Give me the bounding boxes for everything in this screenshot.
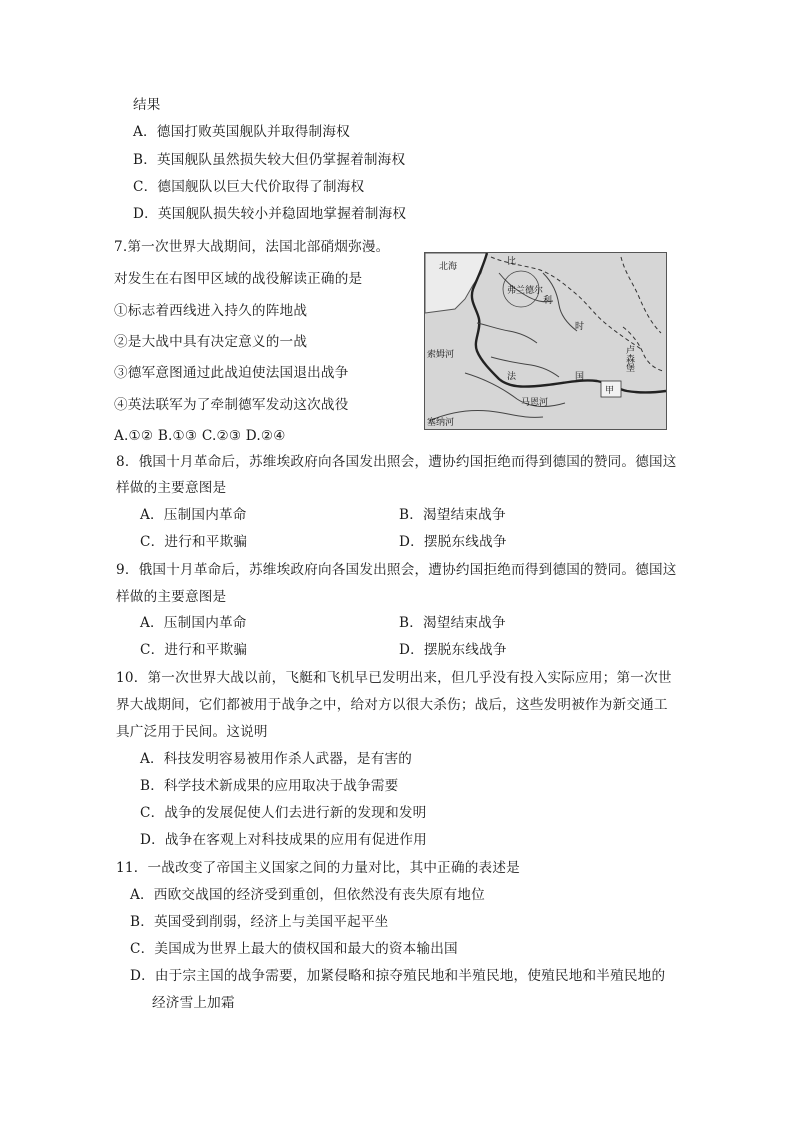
q7-statement-1: ①标志着西线进入持久的阵地战 bbox=[114, 303, 308, 319]
map-label-country: 国 bbox=[575, 372, 585, 382]
map-label-marne: 马恩河 bbox=[521, 398, 549, 408]
q7-stem-line1: 7.第一次世界大战期间，法国北部硝烟弥漫。 bbox=[114, 239, 390, 255]
q10-stem-line2: 界大战期间，它们都被用于战争之中，给对方以很大杀伤；战后，这些发明被作为新交通工 bbox=[116, 697, 668, 713]
q10-option-b: B．科学技术新成果的应用取决于战争需要 bbox=[140, 778, 399, 794]
q6-option-b: B．英国舰队虽然损失较大但仍掌握着制海权 bbox=[133, 152, 406, 168]
map-label-luxembourg: 卢森堡 bbox=[624, 345, 634, 372]
map-label-belgium-1: 比 bbox=[507, 257, 517, 267]
q6-option-c: C．德国舰队以巨大代价取得了制海权 bbox=[133, 179, 365, 195]
q7-stem-line2: 对发生在右图甲区域的战役解读正确的是 bbox=[114, 271, 363, 287]
map-graphic bbox=[425, 253, 666, 429]
q8-stem-line1: 8．俄国十月革命后，苏维埃政府向各国发出照会，遭协约国拒绝而得到德国的赞同。德国这 bbox=[116, 454, 677, 470]
q6-stem-end: 结果 bbox=[133, 97, 161, 113]
q11-option-c: C．美国成为世界上最大的债权国和最大的资本输出国 bbox=[130, 941, 458, 957]
q7-statement-4: ④英法联军为了牵制德军发动这次战役 bbox=[114, 397, 349, 413]
q8-option-b: B．渴望结束战争 bbox=[399, 507, 506, 523]
q11-option-d-cont: 经济雪上加霜 bbox=[152, 995, 235, 1011]
q9-option-d: D．摆脱东线战争 bbox=[399, 642, 507, 658]
q8-option-d: D．摆脱东线战争 bbox=[399, 534, 507, 550]
map-label-jia: 甲 bbox=[605, 386, 615, 396]
q8-option-c: C．进行和平欺骗 bbox=[140, 534, 248, 550]
map-label-france: 法 bbox=[507, 372, 517, 382]
q9-option-c: C．进行和平欺骗 bbox=[140, 642, 248, 658]
q6-option-a: A．德国打败英国舰队并取得制海权 bbox=[133, 124, 350, 140]
map-label-belgium-2: 利 bbox=[543, 296, 553, 306]
q7-statement-2: ②是大战中具有决定意义的一战 bbox=[114, 334, 308, 350]
q11-stem: 11．一战改变了帝国主义国家之间的力量对比，其中正确的表述是 bbox=[116, 860, 520, 876]
q7-statement-3: ③德军意图通过此战迫使法国退出战争 bbox=[114, 365, 349, 381]
q11-option-a: A．西欧交战国的经济受到重创，但依然没有丧失原有地位 bbox=[130, 887, 485, 903]
q6-option-d: D．英国舰队损失较小并稳固地掌握着制海权 bbox=[133, 206, 407, 222]
map-label-seine: 塞纳河 bbox=[427, 418, 455, 428]
q7-battle-map bbox=[424, 252, 667, 430]
q7-options: A.①② B.①③ C.②③ D.②④ bbox=[114, 428, 286, 444]
map-label-flanders: 弗兰德尔 bbox=[507, 286, 544, 296]
q11-option-d: D．由于宗主国的战争需要，加紧侵略和掠夺殖民地和半殖民地，使殖民地和半殖民地的 bbox=[130, 968, 666, 984]
map-label-north-sea: 北海 bbox=[439, 262, 458, 272]
q10-option-a: A．科技发明容易被用作杀人武器，是有害的 bbox=[140, 751, 413, 767]
q11-option-b: B．英国受到削弱，经济上与美国平起平坐 bbox=[130, 914, 389, 930]
q9-option-b: B．渴望结束战争 bbox=[399, 615, 506, 631]
q10-stem-line1: 10．第一次世界大战以前，飞艇和飞机早已发明出来，但几乎没有投入实际应用；第一次世 bbox=[116, 670, 672, 686]
map-label-somme: 索姆河 bbox=[427, 350, 455, 360]
q8-stem-line2: 样做的主要意图是 bbox=[116, 480, 227, 496]
q10-option-c: C．战争的发展促使人们去进行新的发现和发明 bbox=[140, 805, 427, 821]
q9-stem-line1: 9．俄国十月革命后，苏维埃政府向各国发出照会，遭协约国拒绝而得到德国的赞同。德国这 bbox=[116, 562, 677, 578]
q9-option-a: A．压制国内革命 bbox=[140, 615, 247, 631]
q8-option-a: A．压制国内革命 bbox=[140, 507, 247, 523]
q9-stem-line2: 样做的主要意图是 bbox=[116, 589, 227, 605]
q10-option-d: D．战争在客观上对科技成果的应用有促进作用 bbox=[140, 832, 427, 848]
map-label-belgium-3: 时 bbox=[575, 322, 585, 332]
q10-stem-line3: 具广泛用于民间。这说明 bbox=[116, 724, 268, 740]
